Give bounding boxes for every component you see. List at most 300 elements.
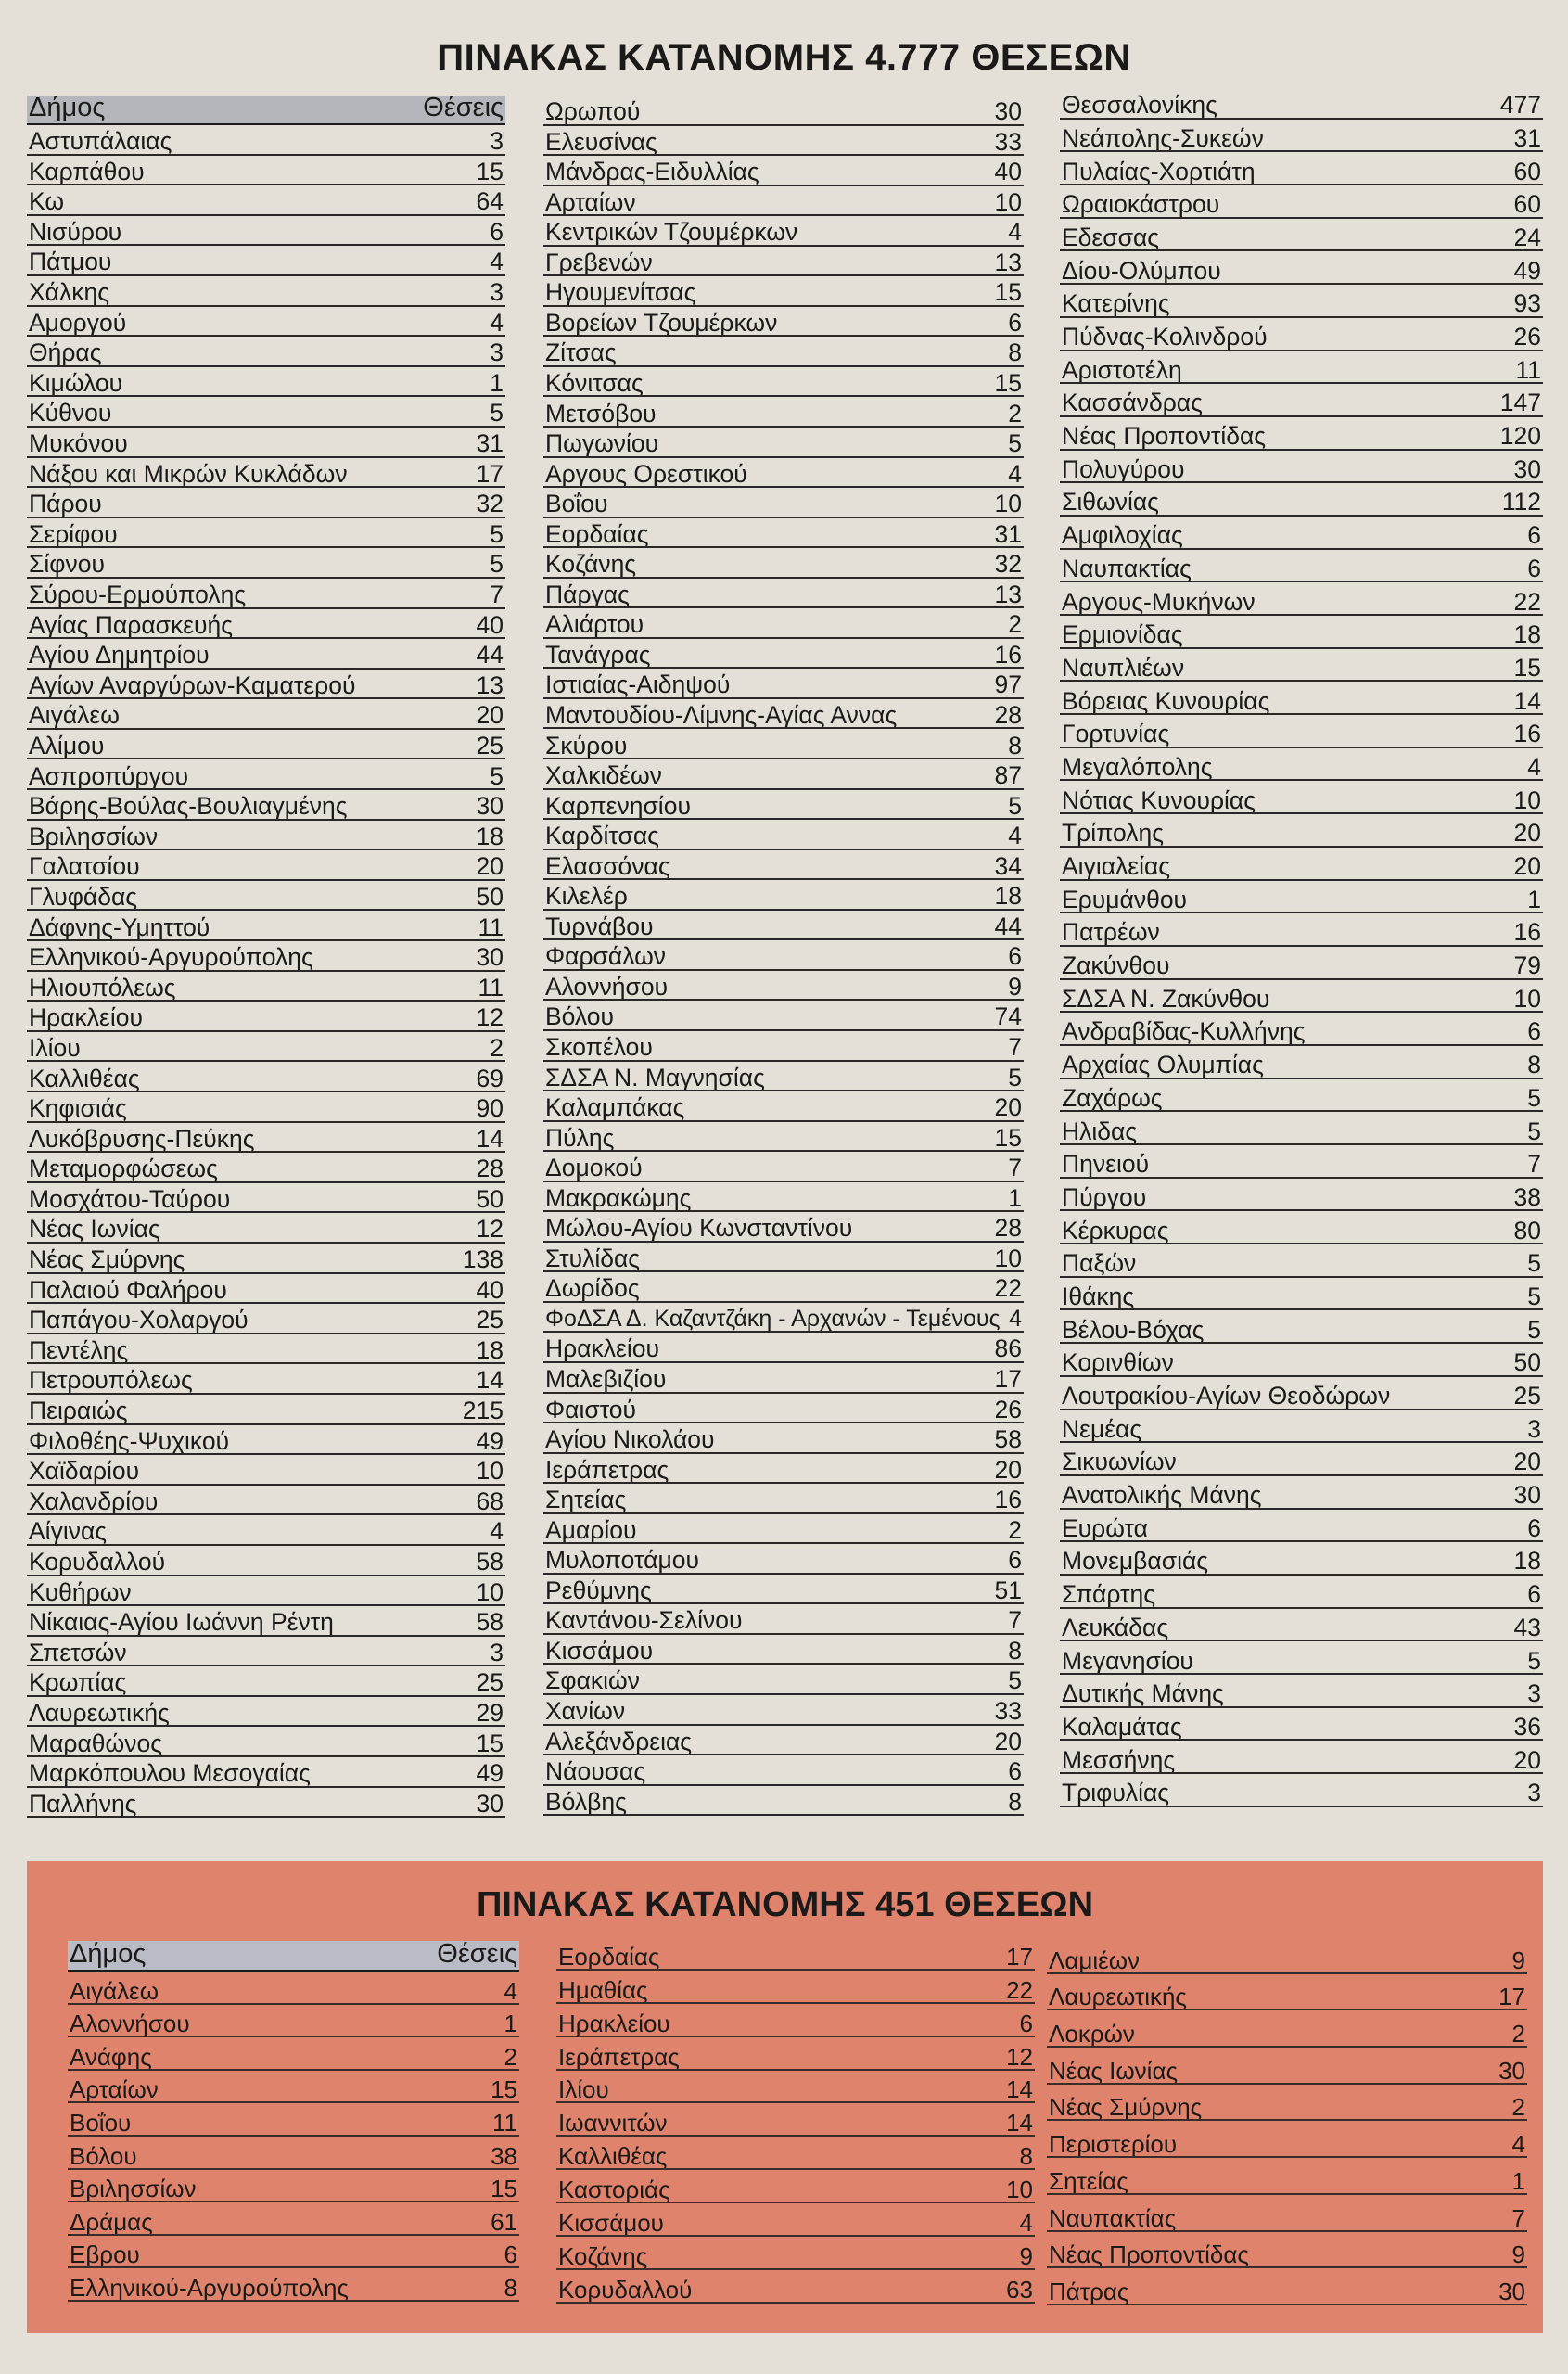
table-row xyxy=(27,1455,505,1486)
municipality-name: Ρεθύμνης xyxy=(545,1576,652,1604)
table-row xyxy=(68,1972,519,2005)
table-row xyxy=(27,185,505,216)
table-row xyxy=(543,1544,1024,1575)
municipality-name: Ναυπλιέων xyxy=(1062,653,1185,682)
seats-count: 17 xyxy=(1006,1942,1033,1971)
seats-count: 33 xyxy=(994,1697,1022,1726)
table-row xyxy=(543,1182,1024,1213)
table-row xyxy=(1060,219,1543,252)
seats-count: 14 xyxy=(476,1124,504,1153)
municipality-name: Μεσσήνης xyxy=(1062,1745,1176,1774)
municipality-name: Δυτικής Μάνης xyxy=(1062,1679,1224,1708)
table-row xyxy=(1060,1576,1543,1609)
seats-count: 20 xyxy=(994,1455,1022,1484)
seats-count: 24 xyxy=(1513,223,1541,251)
municipality-name: Σφακιών xyxy=(545,1666,640,1695)
table-row xyxy=(1060,649,1543,683)
municipality-name: Κεντρικών Τζουμέρκων xyxy=(545,218,798,247)
municipality-name: Λοκρών xyxy=(1049,2020,1135,2049)
seats-count: 10 xyxy=(994,1244,1022,1272)
table-row xyxy=(1047,1974,1527,2011)
table-row xyxy=(1047,2121,1527,2158)
seats-count: 7 xyxy=(1008,1033,1022,1061)
municipality-name: Νίκαιας-Αγίου Ιωάννη Ρέντη xyxy=(29,1608,334,1637)
table-row xyxy=(1060,682,1543,715)
seats-count: 43 xyxy=(1513,1613,1541,1641)
seats-count: 28 xyxy=(476,1155,504,1183)
municipality-name: Αρταίων xyxy=(70,2075,159,2104)
municipality-name: Καρπενησίου xyxy=(545,791,691,820)
seats-count: 22 xyxy=(1006,1975,1033,2004)
table-row xyxy=(543,96,1024,126)
table2-header xyxy=(68,1941,519,1972)
municipality-name: Ηγουμενίτσας xyxy=(545,278,696,307)
municipality-name: Αμαρίου xyxy=(545,1515,637,1544)
seats-count: 8 xyxy=(504,2273,517,2302)
seats-count: 6 xyxy=(490,217,504,246)
table-row xyxy=(1060,120,1543,153)
seats-count: 5 xyxy=(1527,1315,1541,1344)
municipality-name: Μυκόνου xyxy=(29,429,128,458)
municipality-name: Ναυπακτίας xyxy=(1062,554,1192,582)
table-row xyxy=(27,699,505,730)
seats-count: 147 xyxy=(1499,389,1541,417)
seats-count: 4 xyxy=(504,1976,517,2005)
seats-count: 5 xyxy=(1527,1083,1541,1112)
seats-count: 215 xyxy=(462,1397,504,1425)
seats-count: 18 xyxy=(1513,1547,1541,1576)
table-row xyxy=(1060,616,1543,649)
municipality-name: Σπετσών xyxy=(29,1638,127,1666)
municipality-name: Ελληνικού-Αργυρούπολης xyxy=(70,2273,349,2302)
table-row xyxy=(27,125,505,156)
seats-count: 10 xyxy=(1513,984,1541,1013)
municipality-name: Ηρακλείου xyxy=(545,1334,659,1363)
table-row xyxy=(556,2037,1035,2071)
municipality-name: Πάτμου xyxy=(29,248,112,276)
table-row xyxy=(27,1637,505,1667)
municipality-name: Βόρειας Κυνουρίας xyxy=(1062,686,1270,715)
seats-count: 16 xyxy=(1513,918,1541,947)
table-row xyxy=(1047,2268,1527,2305)
seats-count: 10 xyxy=(476,1457,504,1486)
municipality-name: Σκύρου xyxy=(545,731,628,759)
table-row xyxy=(543,729,1024,759)
municipality-name: Εδεσσας xyxy=(1062,223,1160,251)
seats-count: 15 xyxy=(476,157,504,185)
table-row xyxy=(1060,251,1543,285)
seats-count: 8 xyxy=(1008,731,1022,759)
seats-count: 477 xyxy=(1499,91,1541,120)
seats-count: 4 xyxy=(1019,2209,1033,2238)
seats-count: 5 xyxy=(1527,1646,1541,1675)
table-row xyxy=(543,1484,1024,1514)
municipality-name: Αγίας Παρασκευής xyxy=(29,610,234,639)
municipality-name: Ερυμάνθου xyxy=(1062,885,1188,913)
seats-count: 68 xyxy=(476,1487,504,1515)
table-row xyxy=(27,1304,505,1334)
table-row xyxy=(27,337,505,367)
municipality-name: Αλιάρτου xyxy=(545,610,644,639)
table-row xyxy=(543,488,1024,518)
seats-count: 31 xyxy=(994,519,1022,548)
table-row xyxy=(1047,2195,1527,2232)
table-row xyxy=(543,247,1024,277)
seats-count: 16 xyxy=(1513,720,1541,748)
seats-count: 4 xyxy=(1527,752,1541,781)
table-row xyxy=(543,1333,1024,1363)
municipality-name: Ωρωπού xyxy=(545,97,641,126)
table-row xyxy=(543,367,1024,398)
municipality-name: Ναυπακτίας xyxy=(1049,2203,1177,2232)
table1-column-1 xyxy=(27,93,505,1818)
municipality-name: Κισσάμου xyxy=(545,1636,654,1665)
municipality-name: ΦοΔΣΑ Δ. Καζαντζάκη - Αρχανών - Τεμένους xyxy=(545,1306,1001,1333)
seats-count: 58 xyxy=(476,1608,504,1637)
seats-count: 69 xyxy=(476,1064,504,1092)
seats-count: 50 xyxy=(476,882,504,911)
table-row xyxy=(543,1635,1024,1666)
municipality-name: Πωγωνίου xyxy=(545,429,659,458)
seats-count: 40 xyxy=(994,158,1022,186)
municipality-name: Αιγάλεω xyxy=(29,701,120,730)
seats-count: 50 xyxy=(476,1184,504,1213)
table-row xyxy=(27,156,505,186)
municipality-name: Τυρνάβου xyxy=(545,912,654,940)
table-row xyxy=(27,1032,505,1063)
municipality-name: Σητείας xyxy=(1049,2166,1128,2195)
seats-count: 80 xyxy=(1513,1216,1541,1244)
municipality-name: Ημαθίας xyxy=(558,1975,648,2004)
seats-count: 5 xyxy=(1527,1282,1541,1310)
table2-column-1 xyxy=(68,1941,519,2302)
table-row xyxy=(27,428,505,458)
table-row xyxy=(27,881,505,912)
table-row xyxy=(543,1303,1024,1334)
municipality-name: Πάρου xyxy=(29,490,102,518)
header-seats: Θέσεις xyxy=(423,93,504,122)
table-row xyxy=(1060,1278,1543,1311)
seats-count: 40 xyxy=(476,1275,504,1304)
table-row xyxy=(27,730,505,760)
table-row xyxy=(556,2270,1035,2304)
municipality-name: Ηρακλείου xyxy=(558,2009,670,2037)
seats-count: 13 xyxy=(476,670,504,699)
municipality-name: Πύλης xyxy=(545,1123,615,1152)
municipality-name: Νάξου και Μικρών Κυκλάδων xyxy=(29,459,348,488)
seats-count: 5 xyxy=(1008,1666,1022,1695)
table-row xyxy=(1060,848,1543,881)
seats-count: 31 xyxy=(1513,123,1541,152)
municipality-name: Εορδαίας xyxy=(558,1942,660,1971)
seats-count: 6 xyxy=(1527,1580,1541,1609)
seats-count: 3 xyxy=(1527,1779,1541,1807)
seats-count: 5 xyxy=(490,761,504,790)
seats-count: 15 xyxy=(491,2175,517,2203)
seats-count: 25 xyxy=(1513,1382,1541,1410)
table-row xyxy=(543,1152,1024,1182)
table-row xyxy=(27,1244,505,1274)
table-row xyxy=(1060,417,1543,451)
municipality-name: Αργους Ορεστικού xyxy=(545,459,747,488)
municipality-name: Μυλοποτάμου xyxy=(545,1546,699,1575)
seats-count: 86 xyxy=(994,1334,1022,1363)
table-row xyxy=(27,639,505,670)
table-row xyxy=(68,2005,519,2038)
table-row xyxy=(543,1786,1024,1817)
table-row xyxy=(68,2037,519,2071)
municipality-name: Λυκόβρυσης-Πεύκης xyxy=(29,1124,255,1153)
municipality-name: Τανάγρας xyxy=(545,640,651,669)
seats-count: 44 xyxy=(994,912,1022,940)
municipality-name: Πάργας xyxy=(545,580,630,608)
table-row xyxy=(27,548,505,579)
table-row xyxy=(543,216,1024,247)
seats-count: 7 xyxy=(490,581,504,608)
table-row xyxy=(543,518,1024,549)
municipality-name: Πηνειού xyxy=(1062,1150,1150,1179)
municipality-name: Σύρου-Ερμούπολης xyxy=(29,581,247,608)
municipality-name: Βοΐου xyxy=(70,2108,132,2137)
table-row xyxy=(543,1726,1024,1756)
table-row xyxy=(1060,517,1543,550)
seats-count: 30 xyxy=(1498,2277,1525,2305)
table-row xyxy=(1060,1310,1543,1344)
table-row xyxy=(68,2236,519,2269)
seats-count: 51 xyxy=(994,1576,1022,1604)
seats-count: 8 xyxy=(1527,1051,1541,1079)
seats-count: 4 xyxy=(1009,1306,1022,1333)
seats-count: 5 xyxy=(1008,1063,1022,1091)
table-row xyxy=(543,820,1024,850)
table-row xyxy=(543,850,1024,881)
municipality-name: Θήρας xyxy=(29,338,102,367)
table-row xyxy=(1060,1112,1543,1145)
municipality-name: Κέρκυρας xyxy=(1062,1216,1169,1244)
seats-count: 5 xyxy=(1527,1117,1541,1145)
municipality-name: Νισύρου xyxy=(29,217,122,246)
seats-count: 29 xyxy=(476,1698,504,1727)
seats-count: 8 xyxy=(1008,1787,1022,1816)
municipality-name: Αστυπάλαιας xyxy=(29,127,172,156)
municipality-name: Νέας Σμύρνης xyxy=(29,1245,185,1274)
table-row xyxy=(556,2071,1035,2104)
seats-count: 4 xyxy=(1008,459,1022,488)
municipality-name: Μακρακώμης xyxy=(545,1183,692,1212)
table-row xyxy=(27,246,505,276)
table-row xyxy=(1060,384,1543,417)
table-row xyxy=(27,1515,505,1546)
seats-count: 38 xyxy=(1513,1182,1541,1211)
municipality-name: Αλοννήσου xyxy=(70,2010,190,2038)
table-row xyxy=(27,1153,505,1183)
seats-count: 9 xyxy=(1511,2240,1525,2269)
seats-count: 138 xyxy=(462,1245,504,1274)
seats-count: 14 xyxy=(1006,2109,1033,2138)
table2-column-2 xyxy=(556,1937,1035,2304)
table-row xyxy=(1047,2232,1527,2269)
table2-panel xyxy=(27,1861,1543,2333)
seats-count: 3 xyxy=(1527,1414,1541,1443)
municipality-name: Λευκάδας xyxy=(1062,1613,1169,1641)
seats-count: 8 xyxy=(1008,338,1022,367)
municipality-name: Φαιστού xyxy=(545,1395,637,1423)
table-row xyxy=(1060,1145,1543,1179)
municipality-name: Δωρίδος xyxy=(545,1274,640,1303)
header-municipality: Δήμος xyxy=(70,1939,147,1969)
seats-count: 93 xyxy=(1513,289,1541,318)
table-row xyxy=(27,911,505,941)
seats-count: 25 xyxy=(476,1668,504,1697)
table-row xyxy=(27,367,505,398)
seats-count: 49 xyxy=(476,1426,504,1455)
municipality-name: Ιεράπετρας xyxy=(558,2042,680,2071)
municipality-name: Ερμιονίδας xyxy=(1062,620,1183,649)
municipality-name: Βόλου xyxy=(545,1002,614,1031)
table-row xyxy=(543,397,1024,428)
table-row xyxy=(543,1363,1024,1394)
municipality-name: Νεμέας xyxy=(1062,1414,1142,1443)
seats-count: 49 xyxy=(1513,256,1541,285)
municipality-name: Ωραιοκάστρου xyxy=(1062,190,1220,219)
municipality-name: Ελληνικού-Αργυρούπολης xyxy=(29,943,313,972)
municipality-name: Καρδίτσας xyxy=(545,822,659,850)
table-row xyxy=(27,1183,505,1214)
table-row xyxy=(1060,881,1543,914)
table-row xyxy=(1060,582,1543,616)
table-row xyxy=(543,669,1024,699)
municipality-name: Αγίου Νικολάου xyxy=(545,1425,715,1454)
table-row xyxy=(1060,1708,1543,1742)
seats-count: 60 xyxy=(1513,190,1541,219)
table-row xyxy=(27,518,505,549)
seats-count: 11 xyxy=(492,2108,517,2137)
municipality-name: Κυθήρων xyxy=(29,1577,132,1606)
municipality-name: Αγίου Δημητρίου xyxy=(29,641,210,670)
seats-count: 26 xyxy=(994,1395,1022,1423)
seats-count: 7 xyxy=(1008,1154,1022,1182)
table-row xyxy=(27,1788,505,1819)
municipality-name: Σιθωνίας xyxy=(1062,488,1159,517)
seats-count: 3 xyxy=(1527,1679,1541,1708)
seats-count: 10 xyxy=(994,187,1022,216)
seats-count: 18 xyxy=(476,1335,504,1364)
municipality-name: Σικυωνίων xyxy=(1062,1448,1177,1476)
table-row xyxy=(1047,2158,1527,2195)
municipality-name: Βορείων Τζουμέρκων xyxy=(545,308,778,337)
seats-count: 25 xyxy=(476,731,504,759)
seats-count: 2 xyxy=(1511,2020,1525,2049)
seats-count: 17 xyxy=(994,1365,1022,1394)
seats-count: 20 xyxy=(994,1093,1022,1122)
municipality-name: Τρίπολης xyxy=(1062,819,1165,848)
table-row xyxy=(27,1123,505,1154)
municipality-name: Πειραιώς xyxy=(29,1397,128,1425)
municipality-name: Ζίτσας xyxy=(545,338,617,367)
seats-count: 112 xyxy=(1501,488,1541,517)
seats-count: 2 xyxy=(1008,399,1022,428)
table-row xyxy=(1060,980,1543,1014)
table-row xyxy=(1060,86,1543,120)
municipality-name: Μεγανησίου xyxy=(1062,1646,1193,1675)
table-row xyxy=(27,1395,505,1425)
municipality-name: Μετσόβου xyxy=(545,399,657,428)
table-row xyxy=(1047,1937,1527,1974)
municipality-name: Ανδραβίδας-Κυλλήνης xyxy=(1062,1017,1306,1046)
seats-count: 2 xyxy=(1008,610,1022,639)
municipality-name: Πολυγύρου xyxy=(1062,454,1185,483)
municipality-name: Σπάρτης xyxy=(1062,1580,1156,1609)
seats-count: 38 xyxy=(491,2141,517,2170)
municipality-name: Βέλου-Βόχας xyxy=(1062,1315,1205,1344)
table-row xyxy=(543,1212,1024,1243)
municipality-name: Στυλίδας xyxy=(545,1244,641,1272)
seats-count: 7 xyxy=(1527,1150,1541,1179)
table-row xyxy=(27,1334,505,1365)
seats-count: 97 xyxy=(994,670,1022,699)
seats-count: 6 xyxy=(1019,2009,1033,2037)
seats-count: 3 xyxy=(490,338,504,367)
municipality-name: Πύδνας-Κολινδρού xyxy=(1062,323,1268,351)
seats-count: 14 xyxy=(1513,686,1541,715)
table-row xyxy=(27,972,505,1002)
seats-count: 8 xyxy=(1019,2142,1033,2171)
seats-count: 34 xyxy=(994,851,1022,880)
municipality-name: Σκοπέλου xyxy=(545,1033,653,1061)
seats-count: 15 xyxy=(1513,653,1541,682)
municipality-name: Φαρσάλων xyxy=(545,942,667,971)
table-row xyxy=(543,759,1024,790)
table-row xyxy=(27,458,505,489)
seats-count: 6 xyxy=(1008,1757,1022,1786)
municipality-name: Κισσάμου xyxy=(558,2209,664,2238)
table-row xyxy=(1060,185,1543,219)
municipality-name: Παλαιού Φαλήρου xyxy=(29,1275,227,1304)
seats-count: 30 xyxy=(476,792,504,821)
table-row xyxy=(1060,451,1543,484)
seats-count: 13 xyxy=(994,248,1022,276)
seats-count: 30 xyxy=(1513,454,1541,483)
table-row xyxy=(543,1394,1024,1424)
table-row xyxy=(27,1606,505,1637)
table-row xyxy=(68,2103,519,2137)
table-row xyxy=(68,2071,519,2104)
seats-count: 16 xyxy=(994,1486,1022,1514)
seats-count: 17 xyxy=(1498,1983,1525,2011)
seats-count: 50 xyxy=(1513,1348,1541,1377)
seats-count: 6 xyxy=(504,2240,517,2269)
seats-count: 4 xyxy=(490,1517,504,1546)
table-row xyxy=(556,2103,1035,2137)
municipality-name: Νέας Ιωνίας xyxy=(29,1215,160,1244)
table-row xyxy=(543,276,1024,307)
seats-count: 25 xyxy=(476,1306,504,1334)
municipality-name: Σίφνου xyxy=(29,550,105,579)
table-row xyxy=(27,670,505,700)
table-row xyxy=(543,1122,1024,1153)
seats-count: 58 xyxy=(994,1425,1022,1454)
municipality-name: Γρεβενών xyxy=(545,248,653,276)
seats-count: 5 xyxy=(1008,791,1022,820)
table-row xyxy=(1060,1046,1543,1079)
municipality-name: Κορυδαλλού xyxy=(558,2275,693,2304)
table-row xyxy=(1060,1377,1543,1410)
seats-count: 5 xyxy=(490,519,504,548)
municipality-name: Πυλαίας-Χορτιάτη xyxy=(1062,157,1256,185)
municipality-name: Μονεμβασιάς xyxy=(1062,1547,1209,1576)
municipality-name: Αρταίων xyxy=(545,187,636,216)
seats-count: 13 xyxy=(994,580,1022,608)
